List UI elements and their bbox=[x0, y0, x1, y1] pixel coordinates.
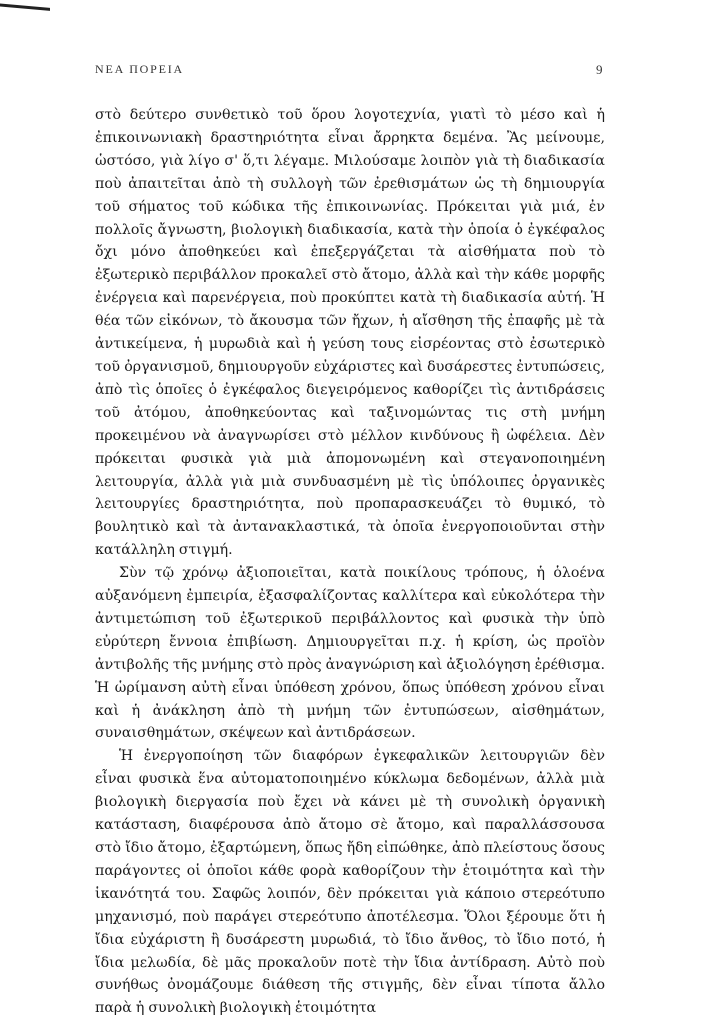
page-number: 9 bbox=[596, 62, 604, 77]
paragraph: Σὺν τῷ χρόνῳ ἀξιοποιεῖται, κατὰ ποικίλους τρόπους, ἡ ὁλοένα αὐξανόμενη ἐμπειρία, ἐξασφαλίζοντας καλλίτερα καὶ εὐκολότερα τὴν ἀντιμετώπιση τοῦ ἐξωτερικοῦ περιβάλλοντος καὶ φυσικὰ τὴν ὑπὸ εὐρύτερη ἔννοια ἐπιβίωση. Δημιουργεῖται π.χ. ἡ κρίση, ὡς προϊὸν ἀντιβολῆς τῆς μνήμης στὸ πρὸς ἀναγνώριση καὶ ἀξιολόγηση ἐρέθισμα. Ἡ ὡρίμανση αὐτὴ εἶναι ὑπόθεση χρόνου, ὅπως ὑπόθεση χρόνου εἶναι καὶ ἡ ἀνάκληση ἀπὸ τὴ μνήμη τῶν ἐντυπώσεων, αἰσθημάτων, συναισθημάτων, σκέψεων καὶ ἀντιδράσεων. bbox=[95, 565, 605, 742]
scan-corner-mark bbox=[0, 0, 50, 14]
page-body bbox=[95, 104, 605, 1020]
paragraph: Ἡ ἐνεργοποίηση τῶν διαφόρων ἐγκεφαλικῶν λειτουργιῶν δὲν εἶναι φυσικὰ ἕνα αὐτοματοποιημένο κύκλωμα δεδομένων, ἀλλὰ μιὰ βιολογικὴ διεργασία ποὺ ἔχει νὰ κάνει μὲ τὴ συνολικὴ ὀργανικὴ κατάσταση, διαφέρουσα ἀπὸ ἄτομο σὲ ἄτομο, καὶ παραλλάσσουσα στὸ ἴδιο ἄτομο, ἐξαρτώμενη, ὅπως ἤδη εἰπώθηκε, ἀπὸ πλείστους ὅσους παράγοντες οἱ ὁποῖοι κάθε φορὰ καθορίζουν τὴν ἑτοιμότητα καὶ τὴν ἱκανότητά του. Σαφῶς λοιπόν, δὲν πρόκειται γιὰ κάποιο στερεότυπο μηχανισμό, ποὺ παράγει στερεότυπο ἀποτέλεσμα. Ὅλοι ξέρουμε ὅτι ἡ ἴδια εὐχάριστη ἢ δυσάρεστη μυρωδιά, τὸ ἴδιο ἄνθος, τὸ ἴδιο ποτό, ἡ ἴδια μελωδία, δὲ μᾶς προκαλοῦν ποτὲ τὴν ἴδια ἀντίδραση. Αὐτὸ ποὺ συνήθως ὀνομάζουμε διάθεση τῆς στιγμῆς, δὲν εἶναι τίποτα ἄλλο παρὰ ἡ συνολικὴ βιολογικὴ ἑτοιμότητα bbox=[95, 748, 605, 1017]
paragraph-continued: στὸ δεύτερο συνθετικὸ τοῦ ὅρου λογοτεχνία, γιατὶ τὸ μέσο καὶ ἡ ἐπικοινωνιακὴ δραστηριότητα εἶναι ἄρρηκτα δεμένα. Ἂς μείνουμε, ὡστόσο, γιὰ λίγο σ' ὅ,τι λέγαμε. Μιλούσαμε λοιπὸν γιὰ τὴ διαδικασία ποὺ ἀπαιτεῖται ἀπὸ τὴ συλλογὴ τῶν ἐρεθισμάτων ὡς τὴ δημιουργία τοῦ σήματος τοῦ κώδικα τῆς ἐπικοινωνίας. Πρόκειται γιὰ μιά, ἐν πολλοῖς ἄγνωστη, βιολογικὴ διαδικασία, κατὰ τὴν ὁποία ὁ ἐγκέφαλος ὄχι μόνο ἀποθηκεύει καὶ ἐπεξεργάζεται τὰ αἰσθήματα ποὺ τὸ ἐξωτερικὸ περιβάλλον προκαλεῖ στὸ ἄτομο, ἀλλὰ καὶ τὴν κάθε μορφῆς ἐνέργεια καὶ παρενέργεια, ποὺ προκύπτει κατὰ τὴ διαδικασία αὐτή. Ἡ θέα τῶν εἰκόνων, τὸ ἄκουσμα τῶν ἤχων, ἡ αἴσθηση τῆς ἐπαφῆς μὲ τὰ ἀντικείμενα, ἡ μυρωδιὰ καὶ ἡ γεύση τους εἰσρέοντας στὸ ἐσωτερικὸ τοῦ ὀργανισμοῦ, δημιουργοῦν εὐχάριστες καὶ δυσάρεστες ἐντυπώσεις, ἀπὸ τὶς ὁποῖες ὁ ἐγκέφαλος διεγειρόμενος καθορίζει τὶς ἀντιδράσεις τοῦ ἀτόμου, ἀποθηκεύοντας καὶ ταξινομώντας τις στὴ μνήμη προκειμένου νὰ ἀναγνωρίσει στὸ μέλλον κινδύνους ἢ ὠφέλεια. Δὲν πρόκειται φυσικὰ γιὰ μιὰ ἀπομονωμένη καὶ στεγανοποιημένη λειτουργία, ἀλλὰ γιὰ μιὰ συνδυασμένη μὲ τὶς ὑπόλοιπες ὀργανικὲς λειτουργίες δραστηριότητα, ποὺ προπαρασκευάζει τὸ θυμικό, τὸ βουλητικὸ καὶ τὰ ἀντανακλαστικά, τὰ ὁποῖα ἐνεργοποιοῦνται στὴν κατάλληλη στιγμή. bbox=[95, 107, 605, 559]
running-title: ΝΕΑ ΠΟΡΕΙΑ bbox=[95, 62, 184, 76]
running-header bbox=[95, 62, 604, 78]
